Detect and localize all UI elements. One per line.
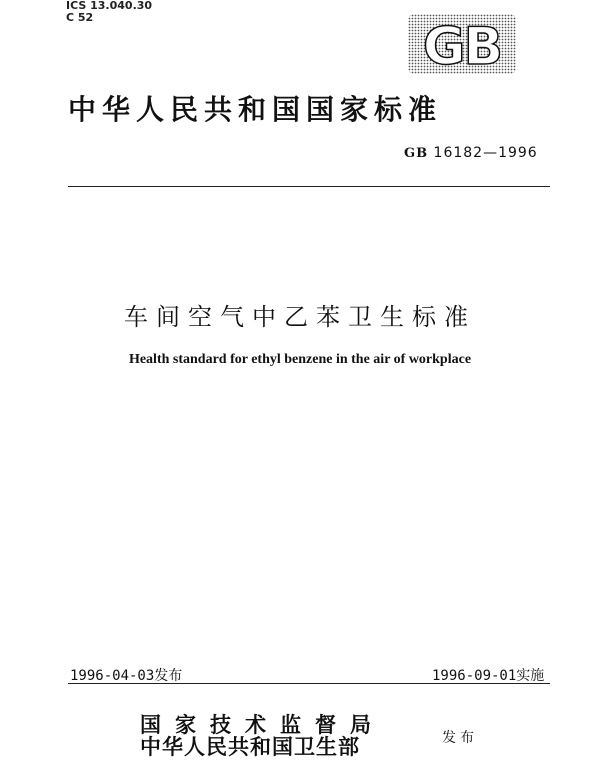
bottom-divider — [68, 683, 550, 684]
class-code: C 52 — [66, 11, 94, 24]
document-title-chinese: 车间空气中乙苯卫生标准 — [124, 303, 476, 331]
standard-number-value: 16182—1996 — [433, 145, 538, 161]
issuing-authorities — [140, 714, 385, 758]
gb-logo — [408, 14, 516, 74]
standard-number — [404, 145, 538, 161]
standard-number-prefix: GB — [404, 146, 429, 161]
document-title-english: Health standard for ethyl benzene in the air of workplace — [128, 352, 472, 367]
ics-code: ICS 13.040.30 — [66, 0, 153, 12]
logo-text: GB — [422, 17, 502, 74]
implementation-date: 1996-09-01实施 — [432, 668, 545, 684]
issuer-line-2: 中华人民共和国卫生部 — [140, 734, 360, 759]
top-divider — [68, 186, 550, 187]
standard-title: 中华人民共和国国家标准 — [68, 93, 443, 126]
classification-codes — [66, 0, 152, 24]
publish-label: 发布 — [442, 730, 478, 746]
issuer-line-1: 国家技术监督局 — [140, 712, 385, 737]
issue-date: 1996-04-03发布 — [70, 668, 183, 684]
